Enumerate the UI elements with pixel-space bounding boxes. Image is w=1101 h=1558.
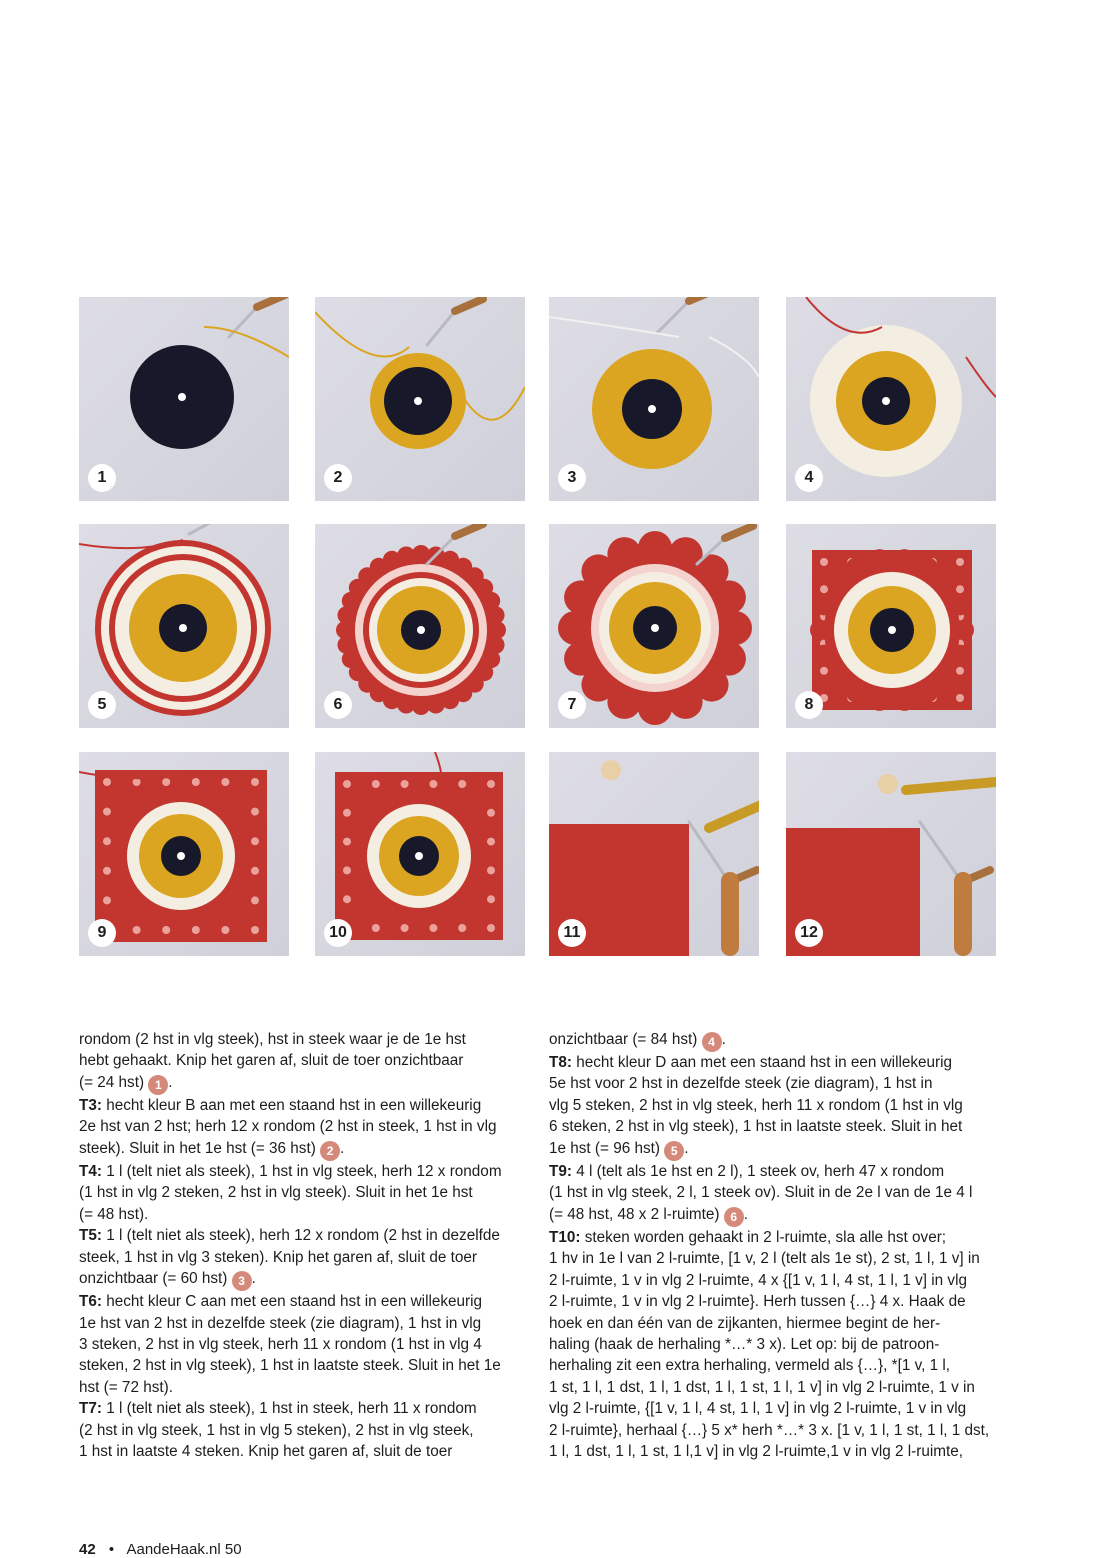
step-photo-3 [549,297,759,501]
instruction-paragraph [79,1291,521,1398]
photo-number-badge: 6 [324,691,352,719]
photo-number-badge: 9 [88,919,116,947]
photo-grid [79,297,997,956]
round-label: T8: [549,1054,572,1071]
instruction-text: . [684,1139,689,1157]
step-photo-12 [786,752,996,956]
step-photo-9 [79,752,289,956]
photo-number-badge: 10 [324,919,352,947]
step-photo-4 [786,297,996,501]
instruction-text: 1 l (telt niet als steek), 1 hst in steek, herh 11 x rondom (2 hst in vlg steek, 1 hst in vlg 5 steken), 2 hst in vlg steek, 1 hst in laatste 4 steken. Knip het garen af, sluit de toer [79,1400,477,1461]
photo-reference-marker: 5 [664,1141,684,1161]
instruction-paragraph [549,1161,991,1227]
instruction-text: 4 l (telt als 1e hst en 2 l), 1 steek ov, herh 47 x rondom (1 hst in vlg steek, 2 l, 1 steek ov). Sluit in de 2e l van de 1e 4 l (= 48 hst, 48 x 2 l-ruimte) [549,1162,973,1223]
instruction-text: steken worden gehaakt in 2 l-ruimte, sla alle hst over; 1 hv in 1e l van 2 l-ruimte, [1 v, 2 l (telt als 1e st), 2 st, 1 l, 1 v] in 2 l-ruimte, 1 v in vlg 2 l-ruimte, 4 x {[1 v, 1 l, 4 st, 1 l, 1 v] in vlg 2 l-ruimte, 1 v in vlg 2 l-ruimte}. Herh tussen {…} 4 x. Haak de hoek en dan één van de zijkanten, hiermee begint de her- haling (haak de herhaling *…* 3 x). Let op: bij de patroon- herhaling zit een extra herhaling, vermeld als {…}, *[1 v, 1 l, 1 st, 1 l, 1 dst, 1 l, 1 dst, 1 l, 1 st, 1 l, 1 v] in vlg 2 l-ruimte, 1 v in vlg 2 l-ruimte, {[1 v, 1 l, 4 st, 1 l, 1 v] in vlg 2 l-ruimte, 1 v in vlg 2 l-ruimte}, herhaal {…} 5 x* herh *…* 3 x. [1 v, 1 l, 1 st, 1 l, 1 dst, 1 l, 1 dst, 1 l, 1 st, 1 l,1 v] in vlg 2 l-ruimte,1 v in vlg 2 l-ruimte, [549,1228,990,1461]
photo-number-badge: 4 [795,464,823,492]
round-label: T3: [79,1096,102,1114]
step-photo-6 [315,524,525,728]
instruction-text: rondom (2 hst in vlg steek), hst in steek waar je de 1e hst hebt gehaakt. Knip het garen af, sluit de toer onzichtbaar (= 24 hst) [79,1031,466,1091]
photo-reference-marker: 4 [702,1032,722,1052]
instruction-paragraph [549,1227,991,1463]
instruction-text: hecht kleur B aan met een staand hst in een willekeurig 2e hst van 2 hst; herh 12 x rondom (2 hst in steek, 1 hst in vlg steek). Sluit in het 1e hst (= 36 hst) [79,1096,497,1157]
step-photo-1 [79,297,289,501]
round-label: T7: [79,1400,102,1418]
instruction-text: hecht kleur D aan met een staand hst in een willekeurig 5e hst voor 2 hst in dezelfde steek (zie diagram), 1 hst in vlg 5 steken, 2 hst in vlg steek, herh 11 x rondom (1 hst in vlg 6 steken, 2 hst in vlg steek), 1 hst in laatste steek. Sluit in het 1e hst (= 96 hst) [549,1054,963,1157]
photo-number-badge: 8 [795,691,823,719]
step-photo-10 [315,752,525,956]
magazine-name: AandeHaak.nl 50 [126,1541,242,1558]
instruction-paragraph [79,1095,521,1161]
photo-number-badge: 3 [558,464,586,492]
round-label: T9: [549,1162,572,1180]
photo-reference-marker: 1 [148,1075,168,1095]
photo-number-badge: 2 [324,464,352,492]
instruction-paragraph [79,1029,521,1095]
instruction-paragraph [79,1161,521,1225]
round-label: T4: [79,1162,102,1180]
instructions-right-column [549,1029,991,1463]
photo-reference-marker: 2 [320,1141,340,1161]
instruction-text: . [743,1205,748,1223]
page-number: 42 [79,1541,96,1558]
instruction-text: . [340,1139,345,1157]
step-photo-8 [786,524,996,728]
instruction-paragraph [549,1052,991,1161]
step-photo-5 [79,524,289,728]
instruction-text: hecht kleur C aan met een staand hst in een willekeurig 1e hst van 2 hst in dezelfde steek (zie diagram), 1 hst in vlg 3 steken, 2 hst in vlg steek, herh 11 x rondom (1 hst in vlg 4 steken, 2 hst in vlg steek), 1 hst in laatste steek. Sluit in het 1e hst (= 72 hst). [79,1293,501,1396]
instruction-paragraph [79,1398,521,1462]
step-photo-11 [549,752,759,956]
photo-number-badge: 5 [88,691,116,719]
instruction-text: . [721,1031,726,1048]
photo-reference-marker: 3 [232,1271,252,1291]
photo-reference-marker: 6 [724,1207,744,1227]
photo-number-badge: 12 [795,919,823,947]
instruction-text: . [251,1270,256,1288]
round-label: T5: [79,1227,102,1245]
step-photo-2 [315,297,525,501]
instructions-left-column [79,1029,521,1463]
photo-number-badge: 11 [558,919,586,947]
footer-bullet: • [108,1541,115,1558]
photo-number-badge: 7 [558,691,586,719]
page-footer [79,1541,242,1558]
photo-number-badge: 1 [88,464,116,492]
instruction-text: onzichtbaar (= 84 hst) [549,1031,702,1048]
step-photo-7 [549,524,759,728]
instruction-paragraph [79,1225,521,1291]
instruction-paragraph [549,1029,991,1052]
round-label: T10: [549,1228,581,1246]
instruction-text: 1 l (telt niet als steek), herh 12 x rondom (2 hst in dezelfde steek, 1 hst in vlg 3 steken). Knip het garen af, sluit de toer onzichtbaar (= 60 hst) [79,1227,500,1288]
instruction-text: 1 l (telt niet als steek), 1 hst in vlg steek, herh 12 x rondom (1 hst in vlg 2 steken, 2 hst in vlg steek). Sluit in het 1e hst (= 48 hst). [79,1162,502,1223]
instruction-text: . [168,1073,173,1091]
round-label: T6: [79,1293,102,1311]
